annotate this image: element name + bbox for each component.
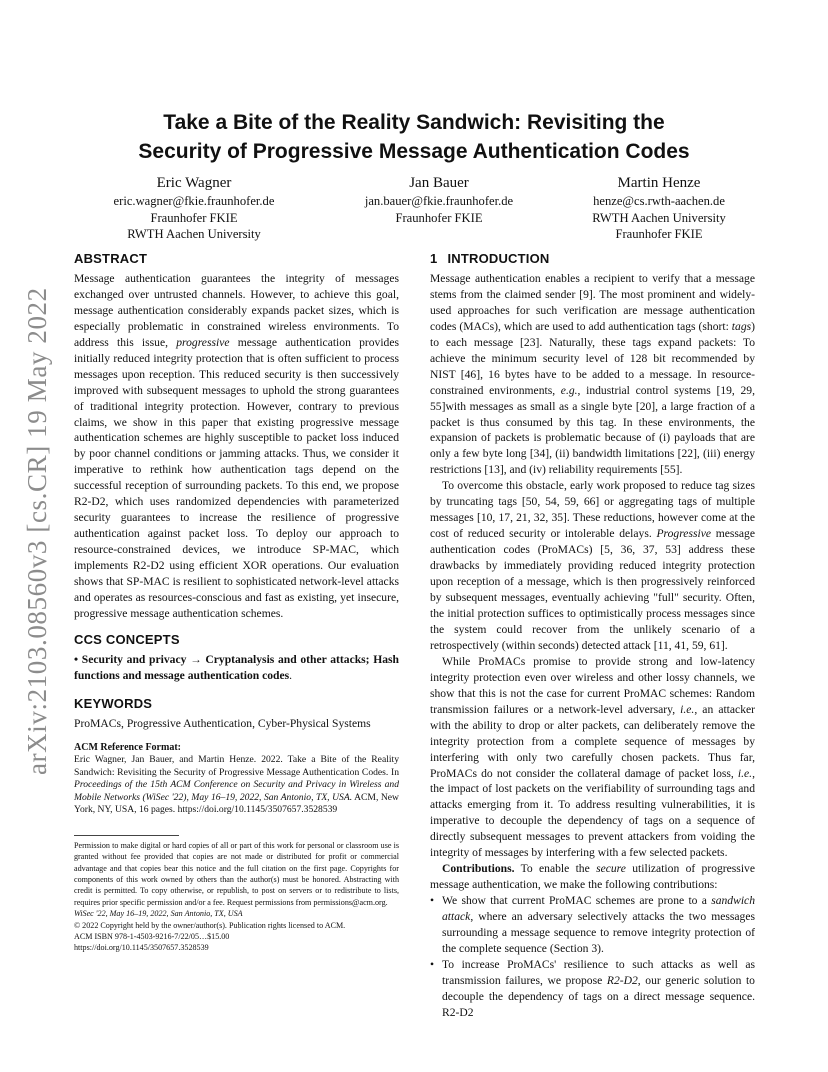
keywords-section bbox=[74, 696, 399, 732]
author-name: Eric Wagner bbox=[156, 175, 232, 191]
acm-reference-heading: ACM Reference Format: bbox=[74, 741, 181, 753]
paragraph: While ProMACs promise to provide strong and low-latency integrity protection even over wireless and other lossy channels, we show that this is not the case for current ProMAC schemes: Random transmission failures or a network-level adversary, i.e., an attacker with the ability to drop or alter packets, can deliberately remove the integrity protection from a complete sequence of messages by interfering with only two carefully chosen packets. Thus far, ProMACs do not consider the collateral damage of packet loss, i.e., the impact of lost packets on the verifiability of surrounding tags and attacks emerging from it. To address resulting vulnerabilities, it is imperative to decouple the dependency of tags on a sequence of directly subsequent messages to prevent attackers from voiding the integrity of messages by interfering with a few selected packets. bbox=[430, 654, 755, 860]
title-line-1: Take a Bite of the Reality Sandwich: Revisiting the bbox=[163, 111, 665, 134]
paper-title bbox=[74, 108, 754, 166]
footer-divider bbox=[74, 835, 179, 836]
permission-notice: Permission to make digital or hard copies of all or part of this work for personal or classroom use is granted without fee provided that copies are not made or distributed for profit or commercial advantage and that copies bear this notice and the full citation on the first page. Copyrights for components of this work owned by others than the author(s) must be honored. Abstracting with credit is permitted. To copy otherwise, or republish, to post on servers or to redistribute to lists, requires prior specific permission and/or a fee. Request permissions from permissions@acm.org. bbox=[74, 840, 399, 907]
ccs-text: • Security and privacy → Cryptanalysis and other attacks; Hash functions and message authentication codes. bbox=[74, 652, 400, 682]
right-column bbox=[430, 251, 755, 1021]
copyright-footer bbox=[74, 840, 399, 954]
conference-info: WiSec '22, May 16–19, 2022, San Antonio, TX, USA bbox=[74, 909, 243, 919]
introduction-heading: 1 INTRODUCTION bbox=[430, 251, 550, 266]
title-line-2: Security of Progressive Message Authentication Codes bbox=[138, 140, 690, 163]
author-email: jan.bauer@fkie.fraunhofer.de bbox=[364, 194, 514, 208]
ccs-concepts-section bbox=[74, 632, 399, 684]
copyright-line: © 2022 Copyright held by the owner/author(s). Publication rights licensed to ACM. bbox=[74, 920, 346, 930]
author-email: henze@cs.rwth-aachen.de bbox=[593, 194, 725, 208]
acm-reference-section bbox=[74, 742, 399, 817]
isbn-line: ACM ISBN 978-1-4503-9216-7/22/05…$15.00 bbox=[74, 931, 230, 941]
arxiv-side-stamp bbox=[10, 270, 60, 790]
author-affiliation: Fraunhofer FKIE bbox=[150, 210, 238, 225]
ccs-heading: CCS CONCEPTS bbox=[74, 631, 180, 647]
acm-reference-text: Eric Wagner, Jan Bauer, and Martin Henze. 2022. Take a Bite of the Reality Sandwich: Revisiting the Security of Progressive Message Authentication Codes. In Proceedings of the 15th ACM Conference on Security and Privacy in Wireless and Mobile Networks (WiSec '22), May 16–19, 2022, San Antonio, TX, USA. ACM, New York, NY, USA, 16 pages. https://doi.org/10.1145/3507657.3528539 bbox=[74, 754, 399, 816]
keywords-text: ProMACs, Progressive Authentication, Cyber-Physical Systems bbox=[74, 716, 371, 730]
author-block bbox=[74, 173, 754, 243]
author-affiliation: Fraunhofer FKIE bbox=[395, 210, 483, 225]
author-affiliation: RWTH Aachen University bbox=[592, 210, 726, 225]
left-column bbox=[74, 251, 399, 954]
list-item: • We show that current ProMAC schemes are prone to a sandwich attack, where an adversary selectively attacks the two messages surrounding a message sequence to remove integrity protection of the complete sequence (Section 3). bbox=[430, 894, 755, 955]
contributions-list bbox=[430, 893, 755, 1021]
author-affiliation: RWTH Aachen University bbox=[127, 227, 261, 242]
author-name: Jan Bauer bbox=[409, 175, 469, 191]
author-2 bbox=[344, 173, 534, 243]
author-1 bbox=[74, 173, 314, 243]
list-item: • To increase ProMACs' resilience to such attacks as well as transmission failures, we propose R2-D2, our generic solution to decouple the dependency of tags on a direct message sequence. R2-D2 bbox=[430, 957, 755, 1019]
author-affiliation: Fraunhofer FKIE bbox=[615, 227, 703, 242]
abstract-heading: ABSTRACT bbox=[74, 251, 148, 266]
author-3 bbox=[564, 173, 754, 243]
contributions-paragraph: Contributions. To enable the secure utilization of progressive message authentication, we make the following contributions: bbox=[430, 862, 755, 892]
doi-link[interactable]: https://doi.org/10.1145/3507657.3528539 bbox=[74, 943, 209, 953]
abstract-text: Message authentication guarantees the integrity of messages exchanged over untrusted channels. However, to achieve this goal, message authentication considerably expands packet sizes, which is especially problematic in constrained wireless environments. To address this issue, progressive message authentication provides initially reduced integrity protection that is often sufficient to process messages upon reception. This reduced security is then successively improved with subsequent messages to uphold the strong guarantees of traditional integrity protection. However, contrary to previous claims, we show in this paper that existing progressive message authentication schemes are highly susceptible to packet loss induced by poor channel conditions or jamming attacks. Thus, we consider it imperative to rethink how authentication tags depend on the successful reception of surrounding packets. To this end, we propose R2-D2, which uses randomized dependencies with parameterized security guarantees to increase the resilience of progressive authentication against packet loss. To deploy our approach to resource-constrained devices, we introduce SP-MAC, which implements R2-D2 using efficient XOR operations. Our evaluation shows that SP-MAC is resilient to sophisticated network-level attacks and operates as resources-conscious and fast as existing, yet insecure, progressive message authentication schemes. bbox=[74, 271, 400, 620]
introduction-section bbox=[430, 251, 755, 1021]
author-name: Martin Henze bbox=[617, 175, 701, 191]
arxiv-stamp-text: arXiv:2103.08560v3 [cs.CR] 19 May 2022 bbox=[22, 287, 52, 775]
paragraph: To overcome this obstacle, early work proposed to reduce tag sizes by truncating tags [50, 54, 59, 66] or aggregating tags of multiple messages [10, 17, 21, 32, 35]. These reductions, however come at the cost of reduced security or intolerable delays. Progressive message authentication codes (ProMACs) [5, 36, 37, 53] address these drawbacks by immediately providing reduced integrity protection upon reception of a message, which is then progressively reinforced by subsequent messages, eventually achieving "full" security. Often, the initial protection suffices to optimistically process messages since the system could recover from the unlikely scenario of a retrospectively (within seconds) detected attack [11, 41, 59, 61]. bbox=[430, 479, 755, 652]
keywords-heading: KEYWORDS bbox=[74, 695, 153, 711]
abstract-section bbox=[74, 251, 399, 622]
author-email: eric.wagner@fkie.fraunhofer.de bbox=[113, 194, 275, 208]
paragraph: Message authentication enables a recipient to verify that a message stems from the claimed sender [9]. The most prominent and widely-used approaches for such verification are message authentication codes (MACs), which are used to add authentication tags (short: tags) to each message [23]. Naturally, these tags expand packets: To achieve the minimum security level of 128 bit recommended by NIST [46], 16 bytes have to be added to a message. In resource-constrained environments, e.g., industrial control systems [19, 29, 55]with messages as small as a single byte [20], a large fraction of a packet is thus consumed by this tag. In these environments, the expansion of packets is problematic because of (i) payloads that are only a few byte long [34], (ii) bandwidth limitations [22], (iii) energy restrictions [13], and (iv) reliability requirements [55]. bbox=[430, 271, 755, 477]
